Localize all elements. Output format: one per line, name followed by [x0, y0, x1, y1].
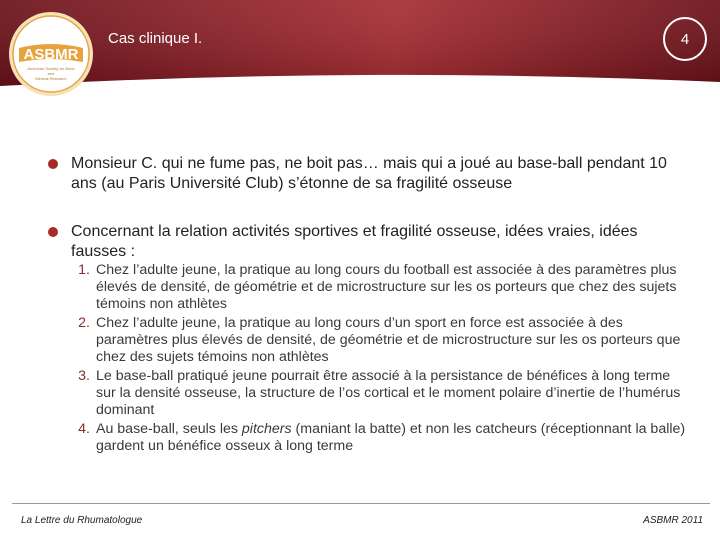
- svg-text:ASBMR: ASBMR: [23, 46, 79, 63]
- svg-text:American Society for Bone: American Society for Bone: [27, 66, 75, 71]
- list-text-emphasis: pitchers: [241, 421, 292, 437]
- bullet-item: [48, 222, 688, 262]
- list-item: [66, 368, 686, 419]
- list-number: 2.: [78, 315, 90, 331]
- list-text: Chez l’adulte jeune, la pratique au long cours d’un sport en force est associée à des paramètres plus élevés de densité, de géométrie et de microstructure sur les os porteurs que chez des sujets témoins non athlètes: [96, 315, 681, 365]
- list-text: Le base-ball pratiqué jeune pourrait être associé à la persistance de bénéfices à long terme sur la densité osseuse, la structure de l’os cortical et le moment polaire d’inertie de l’humérus dominant: [96, 368, 681, 418]
- asbmr-logo: [7, 10, 95, 98]
- footer-credit: ASBMR 2011: [643, 515, 703, 526]
- list-item: [66, 315, 686, 366]
- bullet-text: Monsieur C. qui ne fume pas, ne boit pas… mais qui a joué au base-ball pendant 10 ans (au Paris Université Club) s’étonne de sa fragilité osseuse: [71, 155, 667, 192]
- list-item: [66, 421, 686, 455]
- bullet-dot-icon: [48, 227, 58, 237]
- list-item: [66, 262, 686, 313]
- bullet-item: [48, 154, 688, 194]
- header-banner: [0, 0, 720, 100]
- list-text: Chez l’adulte jeune, la pratique au long cours du football est associée à des paramètres plus élevés de densité, de géométrie et de microstructure sur les os porteurs que chez des sujets témoins non athlètes: [96, 262, 677, 312]
- footer-divider: [12, 503, 710, 504]
- bullet-text: Concernant la relation activités sportives et fragilité osseuse, idées vraies, idées fausses :: [71, 223, 638, 260]
- list-number: 3.: [78, 368, 90, 384]
- footer-source: La Lettre du Rhumatologue: [21, 515, 143, 526]
- page-number-badge: 4: [663, 17, 707, 61]
- list-number: 1.: [78, 262, 90, 278]
- svg-text:Mineral Research: Mineral Research: [35, 76, 67, 81]
- numbered-list: [66, 262, 686, 457]
- list-number: 4.: [78, 421, 90, 437]
- slide-title: Cas clinique I.: [108, 30, 203, 47]
- svg-text:and: and: [47, 71, 55, 76]
- list-text-part: Au base-ball, seuls les: [96, 421, 242, 437]
- list-text-part: (maniant la batte) et non les catcheurs (réceptionnant la balle) gardent un bénéfice osseux à long terme: [96, 421, 686, 454]
- bullet-dot-icon: [48, 159, 58, 169]
